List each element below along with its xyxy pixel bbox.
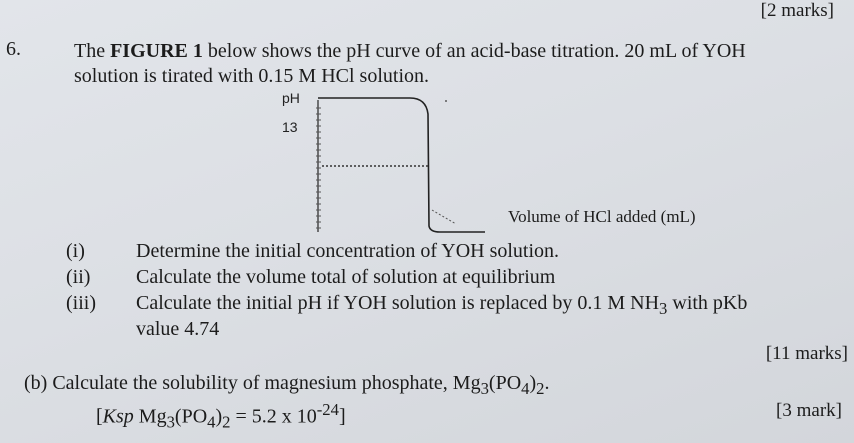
- marks-label-part-b: [3 mark]: [776, 400, 842, 421]
- ksp-formula-b: (PO: [174, 405, 208, 428]
- subquestion-text-i: Determine the initial concentration of YOH solution.: [136, 240, 560, 262]
- ksp-sub3: 2: [222, 412, 231, 432]
- ksp-expression: [96, 400, 346, 433]
- subquestion-text-iii-cont: value 4.74: [136, 318, 220, 340]
- x-axis-label: Volume of HCl added (mL): [508, 207, 696, 226]
- ksp-open: [: [96, 405, 103, 428]
- ksp-exponent: -24: [316, 400, 339, 419]
- ksp-equals: = 5.2 x 10: [230, 405, 317, 428]
- titration-curve: [318, 98, 485, 232]
- tail-dotted-line: [432, 210, 456, 224]
- figure-reference: FIGURE 1: [110, 40, 203, 62]
- question-number: 6.: [6, 38, 21, 60]
- part-b-end: ): [529, 372, 537, 394]
- ksp-italic: Ksp: [102, 405, 134, 428]
- subquestion-label-iii: (iii): [66, 292, 96, 314]
- stem-prefix: The: [74, 40, 111, 62]
- part-b-mid: (PO: [488, 372, 522, 394]
- part-b-sub1: 3: [480, 379, 489, 398]
- subq-iii-text: Calculate the initial pH if YOH solution is replaced by 0.1 M NH: [136, 292, 660, 314]
- part-b-text: (b) Calculate the solubility of magnesium phosphate, Mg: [24, 372, 481, 394]
- y-axis-ticks: [316, 108, 321, 228]
- question-stem-line-1: [74, 40, 746, 63]
- marks-label-top: [2 marks]: [760, 0, 834, 21]
- subquestion-text-iii: [136, 292, 747, 319]
- part-b-sub2: 4: [521, 379, 530, 398]
- ksp-sub2: 4: [207, 412, 216, 432]
- ph-titration-chart: [270, 88, 740, 234]
- subquestion-label-i: (i): [66, 240, 85, 262]
- marks-label-part-a: [11 marks]: [765, 343, 848, 364]
- ksp-formula-c: ): [215, 405, 223, 428]
- ksp-formula-a: Mg: [133, 405, 167, 428]
- subq-iii-subscript: 3: [659, 299, 668, 318]
- part-b-sub3: 2: [536, 379, 545, 398]
- part-b-dot: .: [544, 372, 550, 394]
- y-tick-label-13: 13: [282, 119, 298, 135]
- ksp-sub1: 3: [166, 412, 175, 432]
- y-axis-label: pH: [282, 90, 300, 106]
- stem-rest: below shows the pH curve of an acid-base titration. 20 mL of YOH: [202, 40, 746, 62]
- subquestion-label-ii: (ii): [66, 266, 91, 288]
- subq-iii-text-after: with pKb: [667, 292, 748, 314]
- part-b-question: [24, 372, 549, 399]
- subquestion-text-ii: Calculate the volume total of solution at equilibrium: [136, 266, 556, 288]
- ksp-close: ]: [338, 405, 346, 428]
- question-stem-line-2: solution is tirated with 0.15 M HCl solution.: [74, 65, 430, 87]
